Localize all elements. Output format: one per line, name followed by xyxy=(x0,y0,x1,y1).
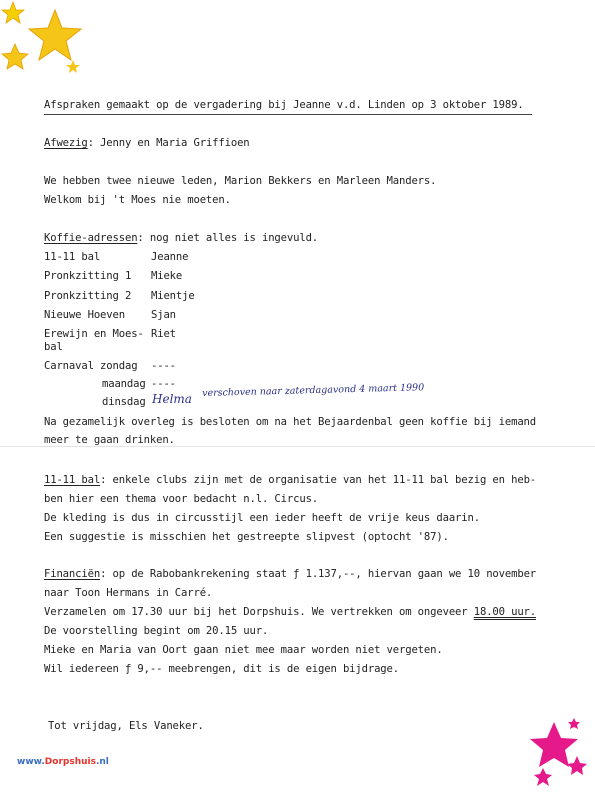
koffie-closing-line: meer te gaan drinken. xyxy=(44,434,175,446)
financien-line xyxy=(44,606,536,618)
financien-gather-text: Verzamelen om 17.30 uur bij het Dorpshuis. We vertrekken om ongeveer xyxy=(44,606,474,618)
financien-text: : op de Rabobankrekening staat ƒ 1.137,--, hiervan gaan we 10 november xyxy=(100,568,537,580)
gold-star-small-icon xyxy=(2,2,24,23)
welcome-line: Welkom bij 't Moes nie moeten. xyxy=(44,194,231,206)
financien-line xyxy=(44,568,536,580)
bal-line: Een suggestie is misschien het gestreepte slipvest (optocht '87). xyxy=(44,531,449,543)
bal-line xyxy=(44,474,536,486)
koffie-closing-line: Na gezamelijk overleg is besloten om na het Bejaardenbal geen koffie bij iemand xyxy=(44,416,537,428)
koffie-heading-line xyxy=(44,232,318,244)
financien-line: Mieke en Maria van Oort gaan niet mee maar worden niet vergeten. xyxy=(44,644,443,656)
koffie-text: : nog niet alles is ingevuld. xyxy=(137,232,319,244)
koffie-event: Erewijn en Moes- xyxy=(44,328,144,340)
carnaval-day: dinsdag xyxy=(102,396,146,408)
departure-time: 18.00 uur. xyxy=(473,606,537,618)
pink-stars-decoration xyxy=(520,710,595,800)
bal-label: 11-11 bal xyxy=(44,474,101,486)
bal-line: ben hier een thema voor bedacht n.l. Circus. xyxy=(44,493,319,505)
logo-part-1: www. xyxy=(17,757,45,767)
absent-label: Afwezig xyxy=(44,137,88,149)
new-members-line: We hebben twee nieuwe leden, Marion Bekkers en Marleen Manders. xyxy=(44,175,437,187)
koffie-host: Mieke xyxy=(151,270,183,282)
financien-line: De voorstelling begint om 20.15 uur. xyxy=(44,625,269,637)
logo-part-3: .nl xyxy=(95,757,109,767)
carnaval-value: ---- xyxy=(151,378,176,390)
koffie-label: Koffie-adressen xyxy=(44,232,138,244)
koffie-event: Nieuwe Hoeven xyxy=(44,309,125,321)
carnaval-day: maandag xyxy=(102,378,146,390)
paper-fold-line xyxy=(0,446,595,447)
gold-star-small-icon xyxy=(2,44,28,69)
bal-text: : enkele clubs zijn met de organisatie van het 11-11 bal bezig en heb- xyxy=(100,474,537,486)
koffie-event: Pronkzitting 1 xyxy=(44,270,132,282)
koffie-event: Pronkzitting 2 xyxy=(44,290,132,302)
koffie-event: bal xyxy=(44,341,63,353)
koffie-host: Jeanne xyxy=(151,251,189,263)
financien-label: Financiën xyxy=(44,568,101,580)
gold-stars-decoration xyxy=(0,0,110,80)
handwritten-name: Helma xyxy=(152,392,192,406)
financien-line: Wil iedereen ƒ 9,-- meebrengen, dit is de eigen bijdrage. xyxy=(44,663,399,675)
site-logo xyxy=(17,757,109,767)
gold-star-large-icon xyxy=(29,10,81,60)
bal-line: De kleding is dus in circusstijl een ieder heeft de vrije keus daarin. xyxy=(44,512,480,524)
koffie-host: Sjan xyxy=(151,309,176,321)
koffie-host: Mientje xyxy=(151,290,195,302)
financien-line: naar Toon Hermans in Carré. xyxy=(44,587,213,599)
absent-line xyxy=(44,137,250,149)
pink-star-tiny-icon xyxy=(568,718,580,729)
pink-star-small-icon xyxy=(567,756,587,775)
handwritten-note: verschoven naar zaterdagavond 4 maart 1990 xyxy=(202,382,425,399)
gold-star-tiny-icon xyxy=(66,60,80,73)
koffie-event: 11-11 bal xyxy=(44,251,101,263)
carnaval-day: Carnaval zondag xyxy=(44,360,138,372)
koffie-host: Riet xyxy=(151,328,176,340)
pink-star-small-icon xyxy=(534,768,552,786)
carnaval-value: ---- xyxy=(151,360,176,372)
signoff: Tot vrijdag, Els Vaneker. xyxy=(48,720,204,732)
title-underline xyxy=(44,114,532,115)
pink-star-large-icon xyxy=(530,722,578,767)
logo-part-2: Dorpshuis xyxy=(44,757,96,767)
absent-text: : Jenny en Maria Griffioen xyxy=(87,137,250,149)
page-title: Afspraken gemaakt op de vergadering bij Jeanne v.d. Linden op 3 oktober 1989. xyxy=(44,99,524,111)
